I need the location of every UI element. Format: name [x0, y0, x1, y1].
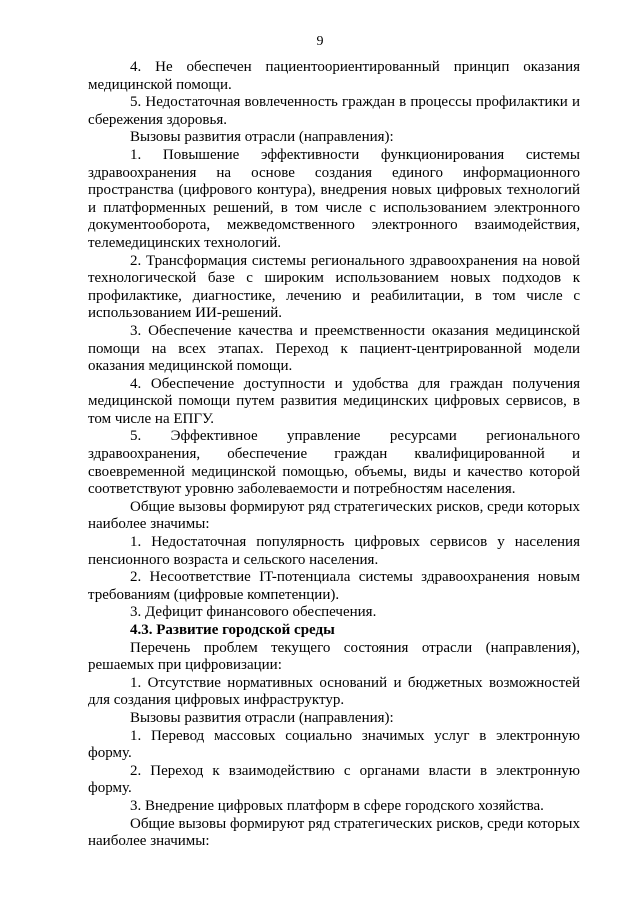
paragraph: 2. Несоответствие IT-потенциала системы здравоохранения новым требованиям (цифровые компетенции). [88, 569, 580, 603]
paragraph: Вызовы развития отрасли (направления): [130, 709, 394, 726]
document-body [88, 59, 580, 851]
paragraph: 4. Обеспечение доступности и удобства для граждан получения медицинской помощи путем развития медицинских цифровых сервисов, в том числе на ЕПГУ. [88, 375, 580, 427]
page-number: 9 [316, 34, 324, 49]
section-heading: 4.3. Развитие городской среды [130, 622, 335, 638]
paragraph: 2. Трансформация системы регионального здравоохранения на новой технологической базе с широким использованием новых подходов к профилактике, диагностике, лечению и реабилитации, в том числе с использованием ИИ-решений. [88, 252, 580, 322]
paragraph: 5. Недостаточная вовлеченность граждан в процессы профилактики и сбережения здоровья. [88, 94, 580, 128]
paragraph: 1. Отсутствие нормативных оснований и бюджетных возможностей для создания цифровых инфраструктур. [88, 674, 580, 709]
paragraph: 3. Внедрение цифровых платформ в сфере городского хозяйства. [130, 797, 544, 814]
paragraph: 4. Не обеспечен пациентоориентированный принцип оказания медицинской помощи. [88, 59, 580, 93]
paragraph: Общие вызовы формируют ряд стратегических рисков, среди которых наиболее значимы: [88, 498, 580, 533]
paragraph: Вызовы развития отрасли (направления): [130, 129, 394, 146]
paragraph: Перечень проблем текущего состояния отрасли (направления), решаемых при цифровизации: [88, 639, 580, 674]
paragraph: 2. Переход к взаимодействию с органами власти в электронную форму. [88, 762, 580, 797]
paragraph: 1. Перевод массовых социально значимых услуг в электронную форму. [88, 727, 580, 762]
paragraph: 3. Обеспечение качества и преемственности оказания медицинской помощи на всех этапах. Переход к пациент-центрированной модели оказания медицинской помощи. [88, 322, 580, 375]
paragraph: 5. Эффективное управление ресурсами регионального здравоохранения, обеспечение граждан квалифицированной и своевременной медицинской помощью, объемы, виды и качество которой соответствуют уровню заболеваемости и потребностям населения. [88, 428, 580, 498]
paragraph: 1. Повышение эффективности функционирования системы здравоохранения на основе создания единого информационного пространства (цифрового контура), внедрения новых цифровых технологий и платформенных решений, в том числе с использованием электронного документооборота, межведомственного электронного взаимодействия, телемедицинских технологий. [88, 146, 580, 251]
paragraph: 1. Недостаточная популярность цифровых сервисов у населения пенсионного возраста и сельского населения. [88, 534, 580, 568]
paragraph: 3. Дефицит финансового обеспечения. [130, 604, 377, 621]
paragraph: Общие вызовы формируют ряд стратегических рисков, среди которых наиболее значимы: [88, 815, 580, 850]
